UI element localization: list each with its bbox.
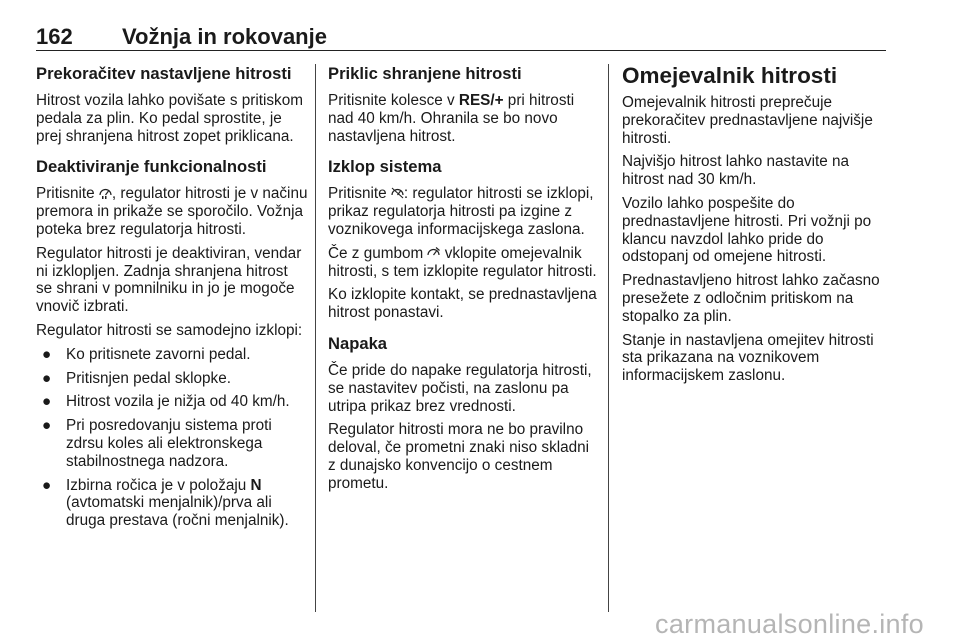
paragraph: Pritisnite : regulator hitrosti se izklopi, prikaz regulatorja hitrosti pa izgine z voznikovega informacijskega zaslona.: [328, 185, 594, 238]
paragraph: Regulator hitrosti je deaktiviran, vendar ni izklopljen. Zadnja shranjena hitrost se shrani v pomnilniku in jo je mogoče vnovič izbrati.: [36, 244, 302, 316]
paragraph: Če pride do napake regulatorja hitrosti, se nastavitev počisti, na zaslonu pa utripa prikaz brez vrednosti.: [328, 361, 592, 415]
watermark: carmanualsonline.info: [655, 609, 924, 639]
list-item: ● Ko pritisnete zavorni pedal.: [42, 345, 251, 363]
section-heading-override: Prekoračitev nastavljene hitrosti: [36, 64, 292, 83]
column-divider: [315, 64, 316, 612]
cruise-off-icon: [391, 187, 404, 199]
cruise-pause-icon: [99, 187, 112, 199]
paragraph: Stanje in nastavljena omejitev hitrosti sta prikazana na voznikovem informacijskem zaslonu.: [622, 331, 874, 385]
speed-limiter-icon: [427, 247, 440, 259]
column-left: [36, 64, 308, 536]
list-item: ● Pri posredovanju sistema proti zdrsu koles ali elektronskega stabilnostnega nadzora.: [42, 417, 272, 470]
page-number: 162: [36, 24, 73, 49]
chapter-title: Vožnja in rokovanje: [122, 24, 327, 49]
list-item: ● Pritisnjen pedal sklopke.: [42, 369, 231, 387]
paragraph: Pritisnite , regulator hitrosti je v načinu premora in prikaže se sporočilo. Vožnja poteka brez regulatorja hitrosti.: [36, 185, 308, 238]
section-heading-recall: Priklic shranjene hitrosti: [328, 64, 522, 83]
paragraph: Omejevalnik hitrosti preprečuje prekoračitev prednastavljene najvišje hitrosti.: [622, 94, 873, 147]
paragraph: Najvišjo hitrost lahko nastavite na hitrost nad 30 km/h.: [622, 153, 850, 189]
page-header: [36, 24, 886, 51]
section-heading-deactivate: Deaktiviranje funkcionalnosti: [36, 157, 267, 177]
column-middle: [328, 64, 600, 499]
paragraph: Regulator hitrosti mora ne bo pravilno deloval, če prometni znaki niso skladni z dunajsko konvencijo o cestnem prometu.: [328, 421, 590, 492]
paragraph: Hitrost vozila lahko povišate s pritiskom pedala za plin. Ko pedal sprostite, je prej shranjena hitrost zopet priklicana.: [36, 92, 303, 145]
column-right: [622, 64, 890, 391]
section-heading-fault: Napaka: [328, 333, 388, 353]
list-item: ● Hitrost vozila je nižja od 40 km/h.: [42, 393, 290, 411]
list-item: ● Izbirna ročica je v položaju N (avtomatski menjalnik)/prva ali druga prestava (ročni menjalnik).: [42, 476, 289, 530]
section-heading-speed-limiter: Omejevalnik hitrosti: [622, 63, 838, 88]
auto-off-list: [36, 346, 308, 530]
paragraph: Če z gumbom vklopite omejevalnik hitrosti, s tem izklopite regulator hitrosti.: [328, 244, 597, 280]
column-divider: [608, 64, 609, 612]
section-heading-switch-off: Izklop sistema: [328, 157, 442, 177]
paragraph: Pritisnite kolesce v RES/+ pri hitrosti nad 40 km/h. Ohranila se bo novo nastavljena hitrost.: [328, 92, 575, 145]
paragraph: Ko izklopite kontakt, se prednastavljena hitrost ponastavi.: [328, 286, 597, 322]
paragraph: Regulator hitrosti se samodejno izklopi:: [36, 321, 303, 339]
paragraph: Vozilo lahko pospešite do prednastavljene hitrosti. Pri vožnji po klancu navzdol lahko pride do odstopanj od omejene hitrosti.: [622, 194, 872, 266]
paragraph: Prednastavljeno hitrost lahko začasno presežete z odločnim pritiskom na stopalko za plin.: [622, 272, 880, 325]
